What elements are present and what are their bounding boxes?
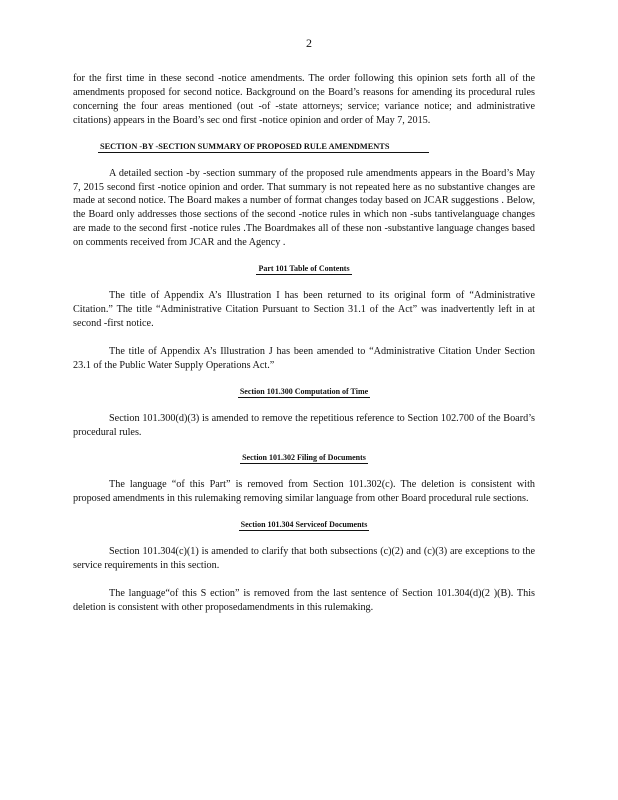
section-101-304-heading: Section 101.304 Serviceof Documents xyxy=(240,520,368,530)
appendix-illustration-i-paragraph: The title of Appendix A’s Illustration I has been returned to its original form of “Administrative Citation.” The title “Administrative Citation Pursuant to Section 31.1 of the Act” was inadvertently left in at second -first notice. xyxy=(73,290,535,329)
part-101-heading: Part 101 Table of Contents xyxy=(258,264,350,274)
section-101-304-d2-paragraph: The language“of this S ection” is removed from the last sentence of Section 101.304(d)(2 )(B). This deletion is consistent with other proposedamendments in this rulemaking. xyxy=(73,588,535,613)
appendix-illustration-j-paragraph: The title of Appendix A’s Illustration J has been amended to “Administrative Citation Under Section 23.1 of the Public Water Supply Operations Act.” xyxy=(73,345,535,371)
section-101-302-paragraph: The language “of this Part” is removed from Section 101.302(c). The deletion is consistent with proposed amendments in this rulemaking removing similar language from other Board procedural rule sections. xyxy=(73,479,535,505)
section-101-302-heading: Section 101.302 Filing of Documents xyxy=(242,453,366,463)
section-summary-heading: SECTION -BY -SECTION SUMMARY OF PROPOSED RULE AMENDMENTS xyxy=(73,141,535,153)
page-number: 2 xyxy=(306,36,312,50)
section-101-304-c1-paragraph: Section 101.304(c)(1) is amended to clarify that both subsections (c)(2) and (c)(3) are exceptions to the service requirements in this section. xyxy=(73,546,535,572)
intro-paragraph: for the first time in these second -notice amendments. The order following this opinion sets forth all of the amendments proposed for second notice. Background on the Board’s reasons for amending its procedural rules concerning the four areas mentioned (out -of -state attorneys; service; variance notice; and administrative citations) appears in the Board’s sec ond first -notice opinion and order of May 7, 2015. xyxy=(73,73,535,126)
summary-paragraph: A detailed section -by -section summary of the proposed rule amendments appears in the Board’s May 7, 2015 second first -notice opinion and order. That summary is not repeated here as no substantive changes are made at second notice. The Board makes a number of format changes today based on JCAR suggestions . Below, the Board only addresses those sections of the second -notice rules in which non -subs tantivelanguage changes are made to the second first -notice rules .The Boardmakes all of these non -substantive language changes based on comments received from JCAR and the Agency . xyxy=(73,167,535,249)
document-body xyxy=(73,72,535,615)
section-101-300-heading: Section 101.300 Computation of Time xyxy=(239,386,369,396)
section-101-300-paragraph: Section 101.300(d)(3) is amended to remove the repetitious reference to Section 102.700 of the Board’s procedural rules. xyxy=(73,412,535,438)
